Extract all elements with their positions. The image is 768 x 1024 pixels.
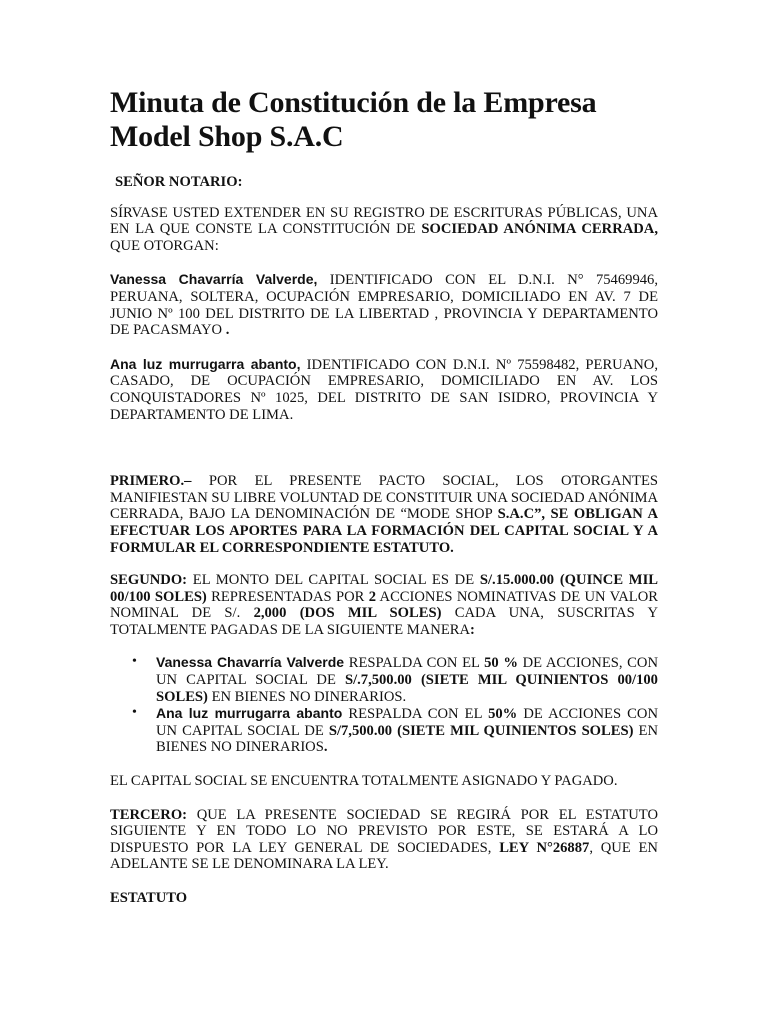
bullet-text: EN BIENES NO DINERARIOS. xyxy=(207,688,407,705)
shareholder-name: Ana luz murrugarra abanto xyxy=(156,705,343,722)
party1-name: Vanessa Chavarría Valverde, xyxy=(110,271,318,288)
salutation: SEÑOR NOTARIO: xyxy=(115,174,243,190)
intro-tail: QUE OTORGAN: xyxy=(110,237,219,254)
document-page xyxy=(110,86,658,907)
segundo-bold-4: : xyxy=(470,621,475,638)
tercero-text-1: QUE LA PRESENTE SOCIEDAD SE REGIRÁ POR EL ESTATUTO SIGUIENTE Y EN TODO LO NO PREVISTO POR ESTE, SE ESTARÁ A LO DISPUESTO POR LA LEY GENERAL DE SOCIEDADES, xyxy=(110,806,658,856)
tercero-label: TERCERO: xyxy=(110,806,188,823)
bullet-icon: • xyxy=(132,654,137,670)
tercero-paragraph xyxy=(110,807,658,873)
segundo-bold-3: 2,000 (DOS MIL SOLES) xyxy=(253,605,442,622)
shareholder-name: Vanessa Chavarría Valverde xyxy=(156,654,345,671)
bullet-text: EN BIENES NO DINERARIOS xyxy=(156,722,658,756)
primero-bold: S.A.C”, SE OBLIGAN A EFECTUAR LOS APORTES PARA LA FORMACIÓN DEL CAPITAL SOCIAL Y A FORMULAR EL CORRESPONDIENTE ESTATUTO. xyxy=(110,506,658,556)
tercero-text-2: , QUE EN ADELANTE SE LE DENOMINARA LA LEY. xyxy=(110,839,658,873)
party1-text: IDENTIFICADO CON EL D.N.I. N° 75469946, PERUANA, SOLTERA, OCUPACIÓN EMPRESARIO, DOMICILIADO EN AV. 7 DE JUNIO Nº 100 DEL DISTRITO DE LA LIBERTAD , PROVINCIA Y DEPARTAMENTO DE PACASMAYO xyxy=(110,272,658,339)
capital-note: EL CAPITAL SOCIAL SE ENCUENTRA TOTALMENTE ASIGNADO Y PAGADO. xyxy=(110,773,618,790)
estatuto-heading xyxy=(110,890,658,907)
segundo-text-3: ACCIONES NOMINATIVAS DE UN VALOR NOMINAL DE S/. xyxy=(110,588,658,622)
primero-text: POR EL PRESENTE PACTO SOCIAL, LOS OTORGANTES MANIFIESTAN SU LIBRE VOLUNTAD DE CONSTITUIR UNA SOCIEDAD ANÓNIMA CERRADA, BAJO LA DENOMINACIÓN DE “MODE SHOP xyxy=(110,473,658,523)
intro-paragraph xyxy=(110,205,658,255)
segundo-bold-2: 2 xyxy=(368,588,376,605)
bullet-bold: S/7,500.00 (SIETE MIL QUINIENTOS SOLES) xyxy=(328,722,634,739)
document-title: Minuta de Constitución de la Empresa Model Shop S.A.C xyxy=(110,86,597,153)
party2-paragraph xyxy=(110,356,658,423)
bullet-bold: 50 % xyxy=(484,655,518,672)
list-item xyxy=(110,654,658,705)
intro-bold: SOCIEDAD ANÓNIMA CERRADA, xyxy=(421,221,658,238)
primero-paragraph xyxy=(110,473,658,556)
bullet-bold: . xyxy=(323,739,328,756)
tercero-bold-1: LEY N°26887 xyxy=(499,839,590,856)
intro-text: SÍRVASE USTED EXTENDER EN SU REGISTRO DE ESCRITURAS PÚBLICAS, UNA EN LA QUE CONSTE LA CONSTITUCIÓN DE xyxy=(110,204,658,238)
segundo-text-1: EL MONTO DEL CAPITAL SOCIAL ES DE xyxy=(187,572,480,589)
bullet-text: DE ACCIONES, CON UN CAPITAL SOCIAL DE xyxy=(156,655,658,689)
bullet-text: RESPALDA CON EL xyxy=(342,706,489,723)
bullet-bold: S/.7,500.00 (SIETE MIL QUINIENTOS 00/100 SOLES) xyxy=(156,672,658,705)
primero-label: PRIMERO.– xyxy=(110,473,192,490)
bullet-text: RESPALDA CON EL xyxy=(344,655,485,672)
segundo-bold-1: S/.15.000.00 (QUINCE MIL 00/100 SOLES) xyxy=(110,572,658,605)
segundo-text-4: CADA UNA, SUSCRITAS Y TOTALMENTE PAGADAS DE LA SIGUIENTE MANERA xyxy=(110,605,658,638)
party1-paragraph xyxy=(110,271,658,338)
shareholder-list xyxy=(110,654,658,756)
bullet-bold: 50% xyxy=(488,706,518,723)
party2-name: Ana luz murrugarra abanto, xyxy=(110,355,301,372)
party1-end: . xyxy=(225,322,230,339)
list-item xyxy=(110,705,658,756)
segundo-text-2: REPRESENTADAS POR xyxy=(206,588,369,605)
party2-text: IDENTIFICADO CON D.N.I. Nº 75598482, PERUANO, CASADO, DE OCUPACIÓN EMPRESARIO, DOMICILIADO EN AV. LOS CONQUISTADORES Nº 1025, DEL DISTRITO DE SAN ISIDRO, PROVINCIA Y DEPARTAMENTO DE LIMA. xyxy=(110,356,658,423)
segundo-label: SEGUNDO: xyxy=(110,572,188,589)
estatuto-label: ESTATUTO xyxy=(110,890,188,906)
segundo-paragraph xyxy=(110,572,658,638)
bullet-text: DE ACCIONES CON UN CAPITAL SOCIAL DE xyxy=(156,706,658,739)
bullet-icon: • xyxy=(132,705,137,721)
